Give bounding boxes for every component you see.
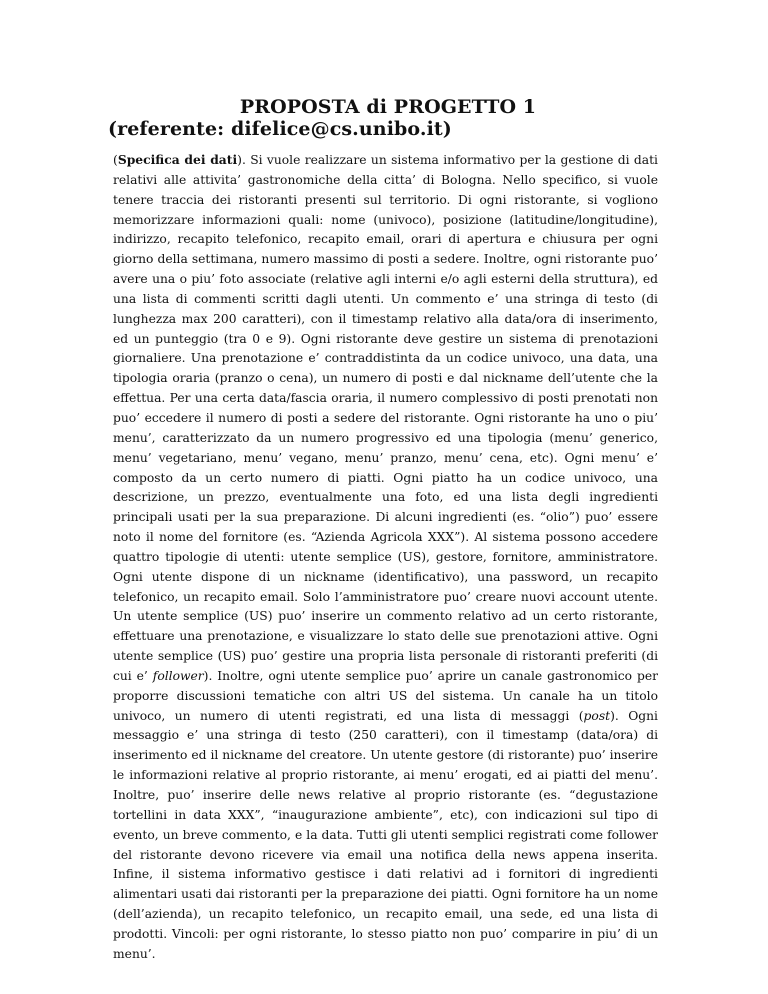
paragraph-part-2: ). Inoltre, ogni utente semplice puo’ aprire un canale gastronomico per proporre discussioni tematiche con altri US del sistema. Un canale ha un titolo univoco, un numero di utenti registrati, ed una lista di messaggi ( (113, 668, 658, 723)
document-title (0, 95, 768, 119)
paragraph-part-3: ). Ogni messaggio e’ una stringa di testo (250 caratteri), con il timestamp (data/ora) di inserimento ed il nickname del creatore. Un utente gestore (di ristorante) puo’ inserire le informazioni relative al proprio ristorante, ai menu’ erogati, ed ai piatti del menu’. Inoltre, puo’ inserire delle news relative al proprio ristorante (es. “degustazione tortellini in data XXX”, “inaugurazione ambiente”, etc), con indicazioni sul tipo di evento, un breve commento, e la data. Tutti gli utenti semplici registrati come follower del ristorante devono ricevere via email una notifica della news appena inserita. Infine, il sistema informativo gestisce i dati relativi ad i fornitori di ingredienti alimentari usati dai ristoranti per la preparazione dei piatti. Ogni fornitore ha un nome (dell’azienda), un recapito telefonico, un recapito email, una sede, ed una lista di prodotti. Vincoli: per ogni ristorante, lo stesso piatto non puo’ comparire in piu’ di un menu’. (113, 708, 658, 961)
lead-close: ). (237, 153, 251, 167)
follower-italic: follower (152, 668, 204, 683)
title-line-1: PROPOSTA di PROGETTO 1 (239, 96, 537, 118)
paren-open: ( (113, 153, 118, 167)
specification-paragraph (113, 150, 658, 965)
title-line-2: (referente: difelice@cs.unibo.it) (108, 118, 452, 140)
paragraph-part-1: Si vuole realizzare un sistema informativo per la gestione di dati relativi alle attivita’ gastronomiche della citta’ di Bologna. Nello specifico, si vuole tenere traccia dei ristoranti presenti sul territorio. Di ogni ristorante, si vogliono memorizzare informazioni quali: nome (univoco), posizione (latitudine/longitudine), indirizzo, recapito telefonico, recapito email, orari di apertura e chiusura per ogni giorno della settimana, numero massimo di posti a sedere. Inoltre, ogni ristorante puo’ avere una o piu’ foto associate (relative agli interni e/o agli esterni della struttura), ed una lista di commenti scritti dagli utenti. Un commento e’ una stringa di testo (di lunghezza max 200 caratteri), con il timestamp relativo alla data/ora di inserimento, ed un punteggio (tra 0 e 9). Ogni ristorante deve gestire un sistema di prenotazioni giornaliere. Una prenotazione e’ contraddistinta da un codice univoco, una data, una tipologia oraria (pranzo o cena), un numero di posti e dal nickname dell’utente che la effettua. Per una certa data/fascia oraria, il numero complessivo di posti prenotati non puo’ eccedere il numero di posti a sedere del ristorante. Ogni ristorante ha uno o piu’ menu’, caratterizzato da un numero progressivo ed una tipologia (menu’ generico, menu’ vegetariano, menu’ vegano, menu’ pranzo, menu’ cena, etc). Ogni menu’ e’ composto da un certo numero di piatti. Ogni piatto ha un codice univoco, una descrizione, un prezzo, eventualmente una foto, ed una lista degli ingredienti principali usati per la sua preparazione. Di alcuni ingredienti (es. “olio”) puo’ essere noto il nome del fornitore (es. “Azienda Agricola XXX”). Al sistema possono accedere quattro tipologie di utenti: utente semplice (US), gestore, fornitore, amministratore. Ogni utente dispone di un nickname (identificativo), una password, un recapito telefonico, un recapito email. Solo l’amministratore puo’ creare nuovi account utente. Un utente semplice (US) puo’ inserire un commento relativo ad un certo ristorante, effettuare una prenotazione, e visualizzare lo stato delle sue prenotazioni attive. Ogni utente semplice (US) puo’ gestire una propria lista personale di ristoranti preferiti (di cui e’ (113, 153, 658, 683)
lead-bold-text: Specifica dei dati (117, 152, 238, 167)
post-italic: post (583, 708, 611, 723)
document-subtitle (0, 117, 768, 141)
